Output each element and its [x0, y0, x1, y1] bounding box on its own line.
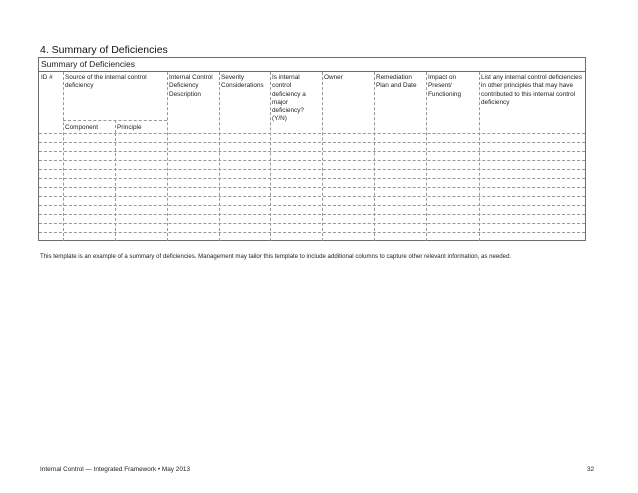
- header-major: Is internal control deficiency a major deficiency? (Y/N): [272, 74, 306, 123]
- header-component: Component: [65, 124, 99, 131]
- table-row: [39, 188, 585, 197]
- table-row: [39, 197, 585, 206]
- table-row: [39, 152, 585, 161]
- deficiencies-table: [38, 57, 586, 241]
- page-number: 32: [587, 466, 595, 473]
- column-divider: [479, 72, 480, 241]
- header-other-principles: List any internal control deficiencies in other principles that may have contributed to this internal control deficiency: [481, 74, 582, 106]
- column-divider: [270, 72, 271, 241]
- column-divider: [115, 133, 116, 241]
- header-principle: Principle: [117, 124, 142, 131]
- column-divider: [322, 72, 323, 241]
- table-row: [39, 224, 585, 233]
- table-header: [39, 72, 585, 134]
- component-divider: [115, 120, 116, 133]
- header-impact: Impact on Present/ Functioning: [428, 74, 462, 98]
- template-note: This template is an example of a summary of deficiencies. Management may tailor this template to include additional columns to capture other relevant information, as needed.: [40, 253, 512, 260]
- column-divider: [63, 72, 64, 241]
- header-id: ID #: [41, 74, 53, 81]
- table-row: [39, 170, 585, 179]
- table-row: [39, 161, 585, 170]
- column-divider: [219, 72, 220, 241]
- column-divider: [167, 72, 168, 241]
- table-row: [39, 134, 585, 143]
- header-remediation: Remediation Plan and Date: [376, 74, 417, 90]
- table-row: [39, 215, 585, 224]
- table-row: [39, 233, 585, 242]
- table-row: [39, 179, 585, 188]
- table-row: [39, 143, 585, 152]
- table-body: [39, 134, 585, 242]
- footer-text: Internal Control — Integrated Framework • May 2013: [40, 466, 190, 473]
- table-caption: Summary of Deficiencies: [39, 58, 585, 72]
- header-description: Internal Control Deficiency Description: [169, 74, 213, 98]
- header-owner: Owner: [324, 74, 343, 81]
- header-source: Source of the internal control deficiency: [65, 74, 147, 90]
- header-severity: Severity Considerations: [221, 74, 264, 90]
- table-row: [39, 206, 585, 215]
- column-divider: [374, 72, 375, 241]
- column-divider: [426, 72, 427, 241]
- section-title: 4. Summary of Deficiencies: [40, 44, 168, 56]
